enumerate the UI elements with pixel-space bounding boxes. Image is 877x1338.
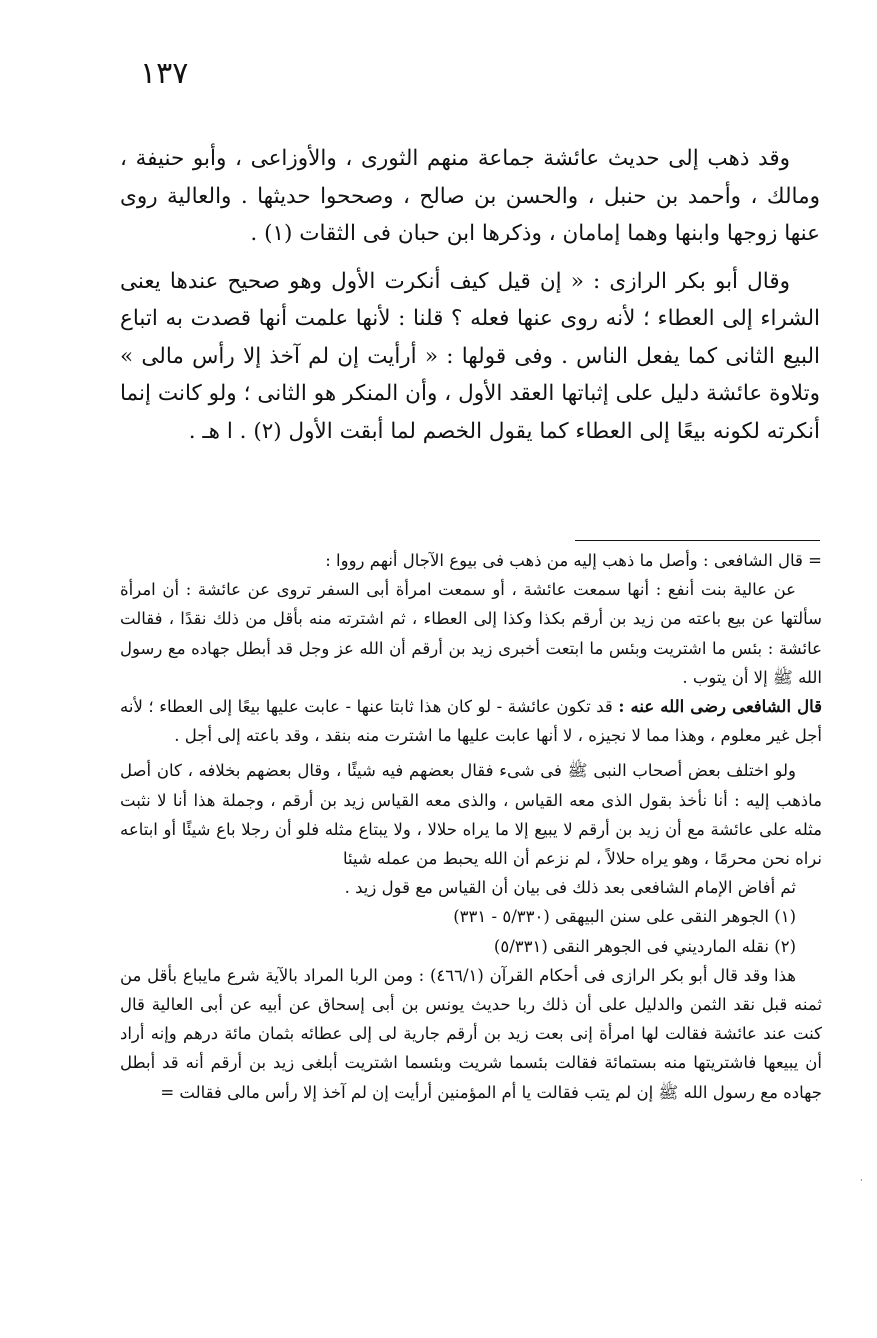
shafii-heading: قال الشافعى رضى الله عنه : [618, 697, 822, 717]
shafii-comment-text: قد تكون عائشة - لو كان هذا ثابتا عنها - عابت عليها بيعًا إلى العطاء ؛ لأنه أجل غير معلوم ، وهذا مما لا نجيزه ، لا أنها عابت عليها ما اشترت منه بنقد ، وقد باعته إلى أجل . [120, 697, 822, 746]
footnote-elaboration: ثم أفاض الإمام الشافعى بعد ذلك فى بيان أن القياس مع قول زيد . [344, 878, 796, 898]
footnote-divider [575, 540, 820, 541]
footnote-disagreement: ولو اختلف بعض أصحاب النبى ﷺ فى شىء فقال بعضهم فيه شيئًا ، وقال بعضهم بخلافه ، كان أصل ماذهب إليه : أنا نأخذ بقول الذى معه القياس ، والذى معه القياس زيد بن أرقم ، وجملة هذا أنا لا نثبت مثله على عائشة مع أن زيد بن أرقم لا يبيع إلا ما يراه حلالا ، ولا يبتاع مثله فلو أن رجلا باع شيئًا أو ابتاعه نراه نحن محرمًا ، وهو يراه حلالاً ، لم نزعم أن الله يحبط من عمله شيئا [120, 761, 822, 869]
footnote-ref-1: (١) الجوهر النقى على سنن البيهقى (٥/٣٣٠ - ٣٣١) [453, 907, 796, 927]
footnote-ref-2: (٢) نقله المارديني فى الجوهر النقى (٥/٣٣١) [493, 936, 796, 956]
page-number: ١٣٧ [140, 56, 189, 91]
footnote-continuation: = قال الشافعى : وأصل ما ذهب إليه من ذهب فى بيوع الآجال أنهم رووا : [325, 551, 822, 570]
paragraph-razi: وقال أبو بكر الرازى : « إن قيل كيف أنكرت الأول وهو صحيح عندها يعنى الشراء إلى العطاء ؛ لأنه روى عنها فعله ؟ قلنا : لأنها علمت أنها قصدت به اتباع البيع الثانى كما يفعل الناس . وفى قولها : « أرأيت إن لم آخذ إلا رأس مالى » وتلاوة عائشة دليل على إثباتها العقد الأول ، وأن المنكر هو الثانى ؛ ولو كانت إنما أنكرته لكونه بيعًا إلى العطاء كما يقول الخصم لما أبقت الأول (٢) . ا هـ . [120, 268, 820, 444]
main-text [120, 140, 820, 450]
margin-mark: · [860, 1176, 863, 1186]
footnotes [120, 546, 822, 1107]
footnote-narration: عن عالية بنت أنفع : أنها سمعت عائشة ، أو سمعت امرأة أبى السفر تروى عن عائشة : أن امرأة سألتها عن بيع باعته من زيد بن أرقم بكذا وكذا إلى العطاء ، ثم اشترته منه بأقل من ذلك نقدًا ، فقالت عائشة : بئس ما اشتريت وبئس ما ابتعت أخبرى زيد بن أرقم أن الله عز وجل قد أبطل جهاده مع رسول الله ﷺ إلا أن يتوب . [120, 580, 822, 687]
footnote-razi-quote: هذا وقد قال أبو بكر الرازى فى أحكام القرآن (٤٦٦/١) : ومن الربا المراد بالآية شرع مايباع بأقل من ثمنه قبل نقد الثمن والدليل على أن ذلك ربا حديث يونس بن أبى إسحاق عن أبيه عن أبى العالية قال كنت عند عائشة فقالت لها امرأة إنى بعت زيد بن أرقم جارية لى إلى عطائه بثمان مائة درهم وإنه أراد أن يبيعها فاشتريتها منه بستمائة فقالت بئسما شريت وبئسما اشتريت أبلغى زيد بن أرقم أنه قد أبطل جهاده مع رسول الله ﷺ إن لم يتب فقالت يا أم المؤمنين أرأيت إن لم آخذ إلا رأس مالى فقالت = [120, 965, 822, 1102]
paragraph-scholars: وقد ذهب إلى حديث عائشة جماعة منهم الثورى ، والأوزاعى ، وأبو حنيفة ، ومالك ، وأحمد بن حنبل ، والحسن بن صالح ، وصححوا حديثها . والعالية روى عنها زوجها وابنها وهما إمامان ، وذكرها ابن حبان فى الثقات (١) . [120, 146, 820, 246]
footnote-shafii-comment [120, 692, 822, 750]
